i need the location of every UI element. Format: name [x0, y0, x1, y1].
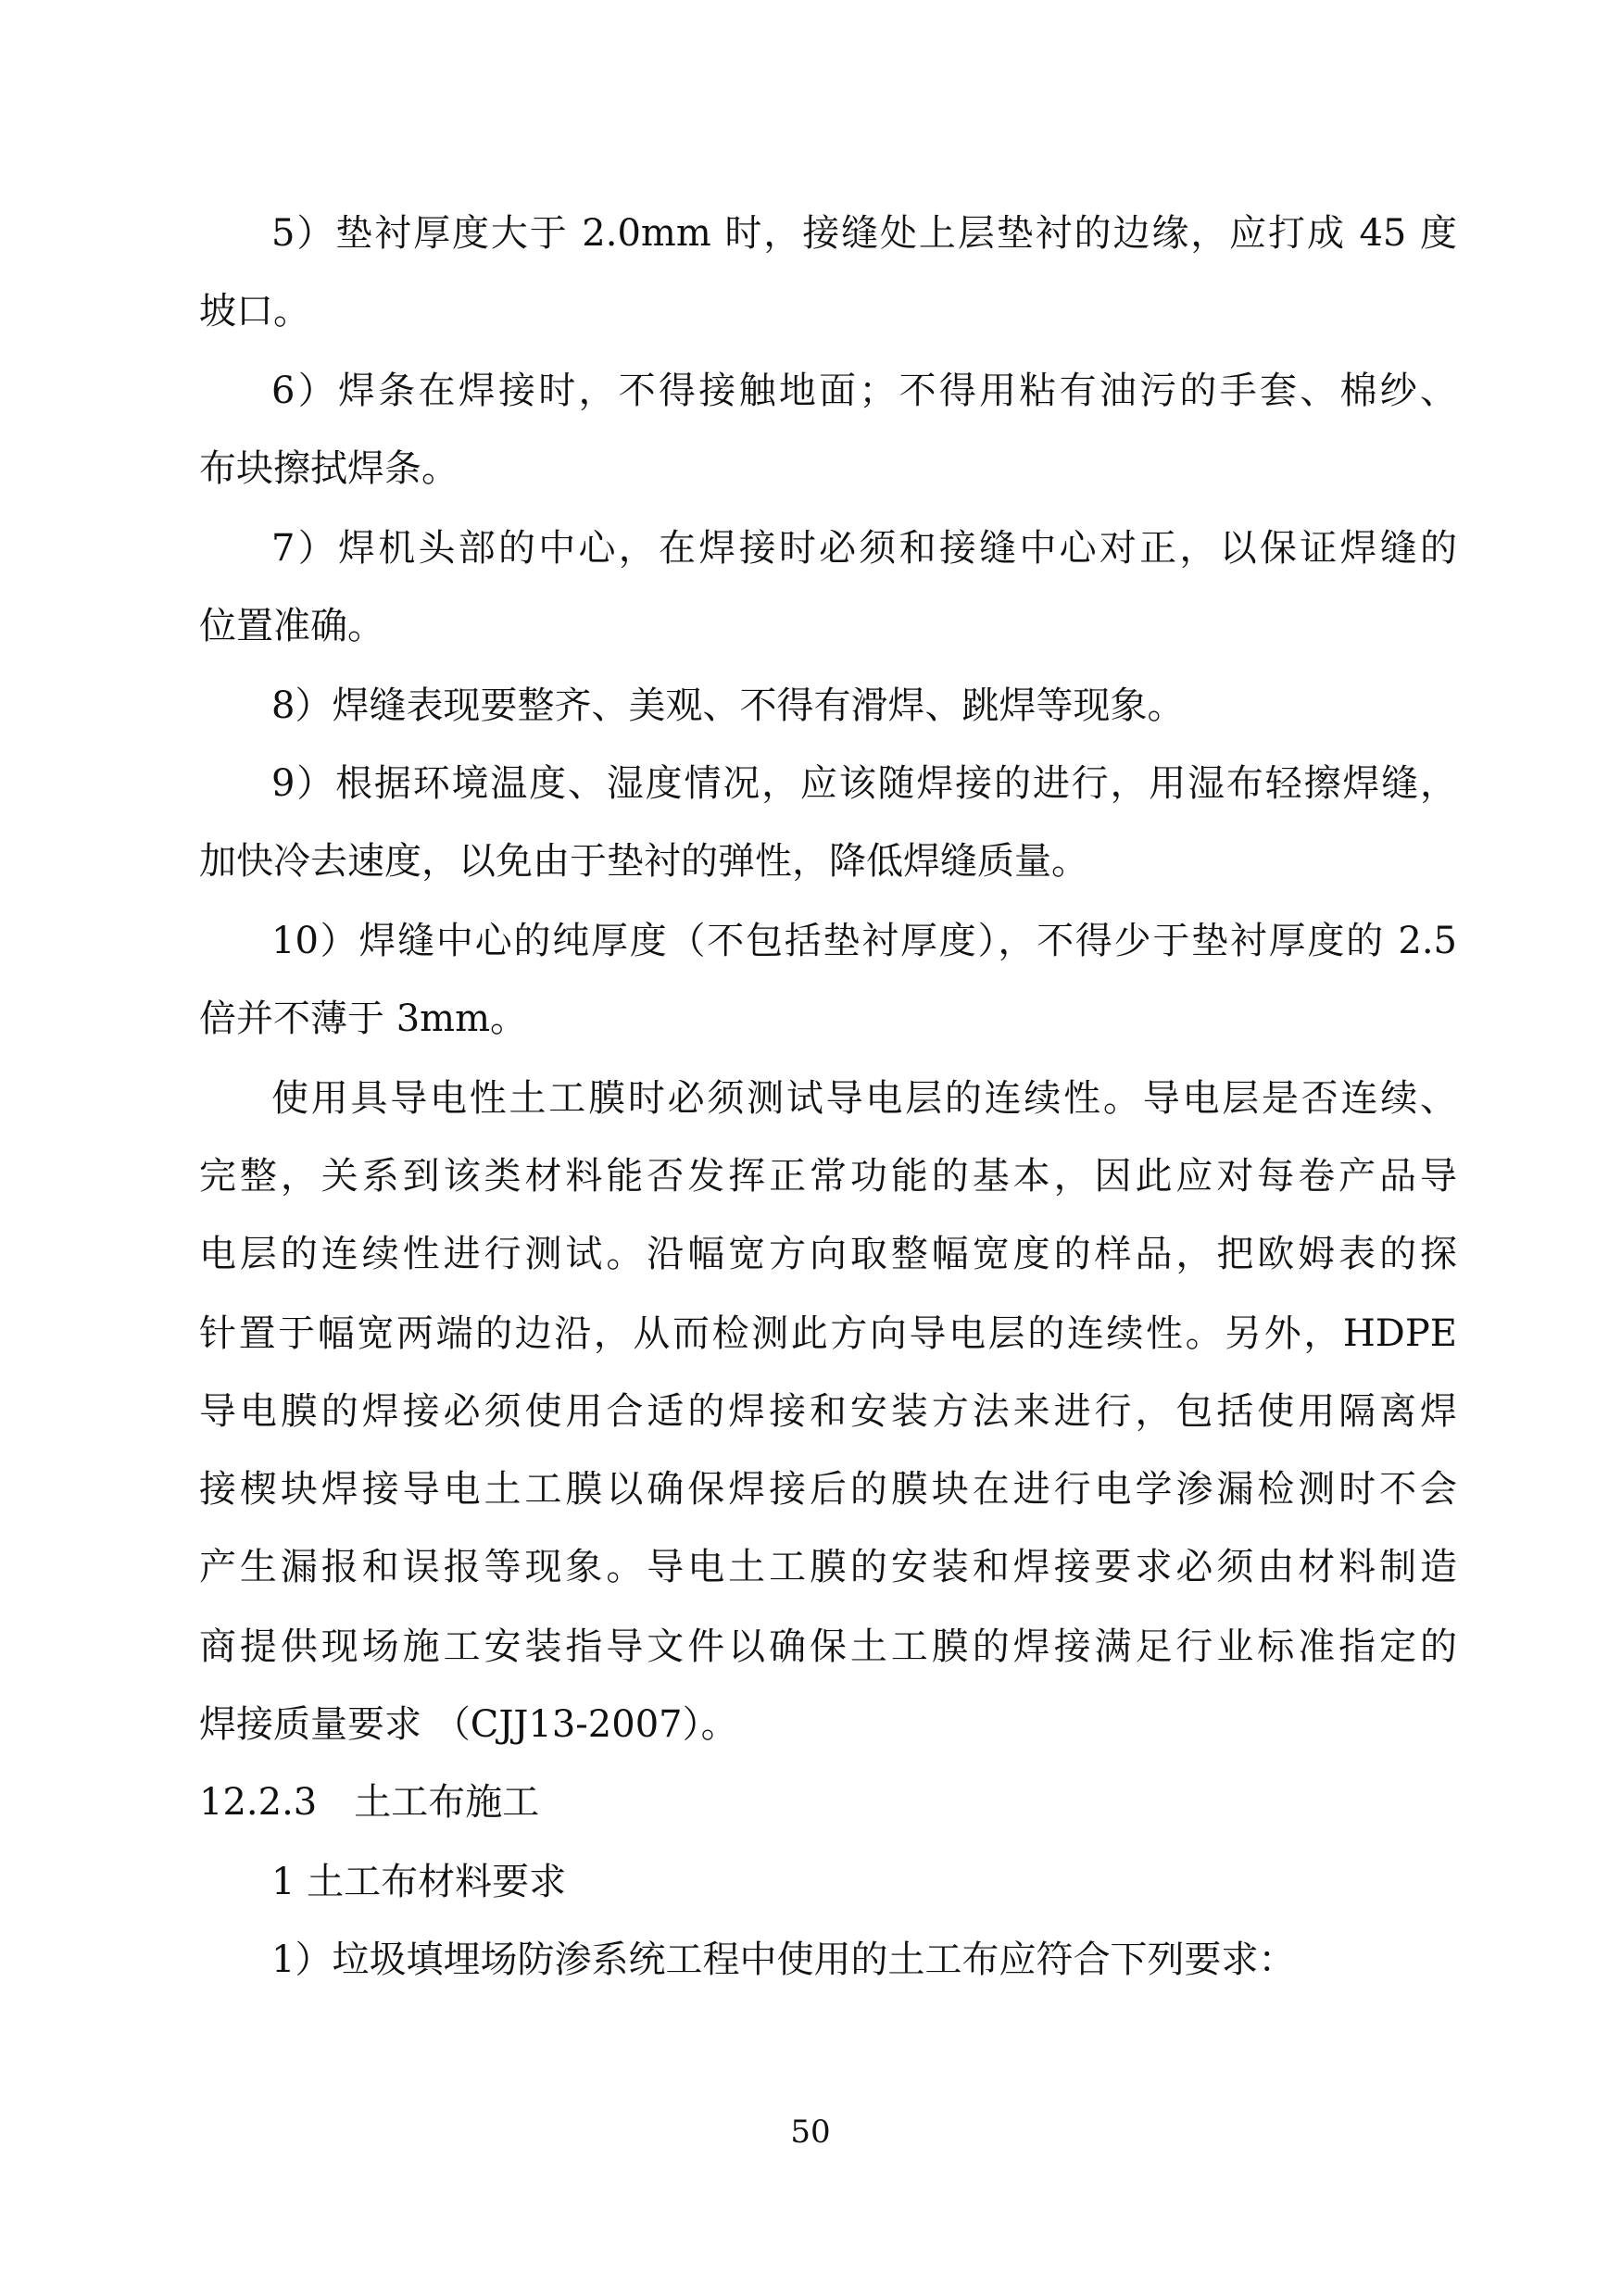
text-line-12: 使用具导电性土工膜时必须测试导电层的连续性。导电层是否连续、 — [271, 1077, 1457, 1120]
text-line-6: 位置准确。 — [199, 605, 384, 647]
text-line-4: 布块擦拭焊条。 — [199, 447, 459, 490]
text-line-7: 8）焊缝表现要整齐、美观、不得有滑焊、跳焊等现象。 — [271, 684, 1185, 727]
text-line-20: 焊接质量要求 （CJJ13-2007）。 — [199, 1703, 738, 1746]
text-line-16: 导电膜的焊接必须使用合适的焊接和安装方法来进行，包括使用隔离焊 — [199, 1390, 1457, 1433]
subsection-heading: 1 土工布材料要求 — [271, 1861, 567, 1903]
text-line-2: 坡口。 — [199, 290, 310, 332]
text-line-10: 10）焊缝中心的纯厚度（不包括垫衬厚度），不得少于垫衬厚度的 2.5 — [271, 920, 1457, 962]
text-line-11: 倍并不薄于 3mm。 — [199, 997, 528, 1040]
text-line-15: 针置于幅宽两端的边沿，从而检测此方向导电层的连续性。另外，HDPE — [199, 1312, 1457, 1355]
text-line-23: 1）垃圾填埋场防渗系统工程中使用的土工布应符合下列要求： — [271, 1938, 1296, 1981]
text-line-13: 完整，关系到该类材料能否发挥正常功能的基本，因此应对每卷产品导 — [199, 1155, 1457, 1198]
text-line-17: 接楔块焊接导电土工膜以确保焊接后的膜块在进行电学渗漏检测时不会 — [199, 1468, 1457, 1511]
text-line-3: 6）焊条在焊接时，不得接触地面；不得用粘有油污的手套、棉纱、 — [271, 370, 1457, 412]
text-line-14: 电层的连续性进行测试。沿幅宽方向取整幅宽度的样品，把欧姆表的探 — [199, 1233, 1457, 1275]
text-line-5: 7）焊机头部的中心，在焊接时必须和接缝中心对正，以保证焊缝的 — [271, 527, 1457, 570]
page-number: 50 — [790, 2114, 831, 2151]
text-line-9: 加快冷去速度，以免由于垫衬的弹性，降低焊缝质量。 — [199, 840, 1088, 883]
section-heading: 12.2.3 土工布施工 — [199, 1781, 540, 1824]
text-line-8: 9）根据环境温度、湿度情况，应该随焊接的进行，用湿布轻擦焊缝， — [271, 762, 1457, 805]
text-line-19: 商提供现场施工安装指导文件以确保土工膜的焊接满足行业标准指定的 — [199, 1625, 1457, 1668]
text-line-18: 产生漏报和误报等现象。导电土工膜的安装和焊接要求必须由材料制造 — [199, 1546, 1457, 1588]
text-line-1: 5）垫衬厚度大于 2.0mm 时，接缝处上层垫衬的边缘，应打成 45 度 — [271, 212, 1457, 255]
